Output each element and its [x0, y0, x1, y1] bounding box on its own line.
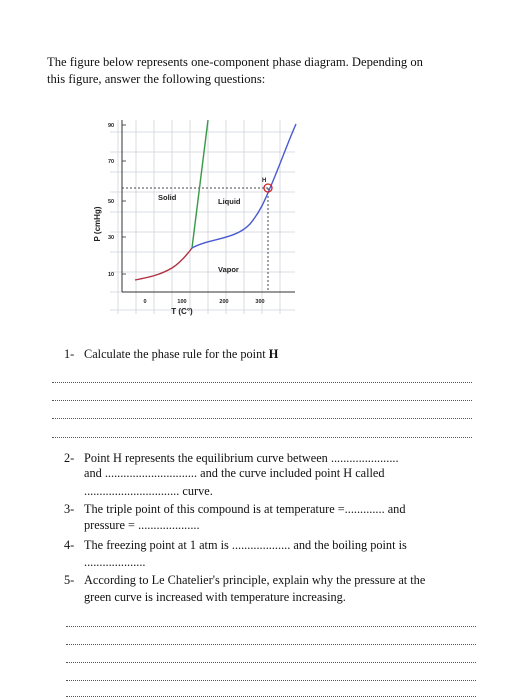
answer-line-5d[interactable] — [66, 680, 476, 681]
question-4-number: 4- — [64, 538, 75, 552]
question-1-bold: H — [268, 347, 279, 361]
question-2-line-1 — [64, 451, 399, 466]
intro-line-1: The figure below represents one-component phase diagram. Depending on — [47, 55, 423, 69]
answer-line-1a[interactable] — [52, 382, 472, 383]
question-4-text-1: The freezing point at 1 atm is — [84, 538, 229, 552]
question-2-text-2b: and the curve included point H called — [200, 466, 385, 480]
question-2-dots-1[interactable]: ...................... — [330, 451, 399, 465]
y-axis-label: P (cmHg) — [93, 206, 102, 242]
x-tick-0: 0 — [143, 299, 147, 305]
answer-line-1c[interactable] — [52, 418, 472, 419]
y-tick-90: 90 — [108, 123, 115, 129]
x-tick-200: 200 — [219, 299, 229, 305]
question-1-number: 1- — [64, 347, 75, 361]
solid-liquid-curve — [192, 120, 208, 248]
answer-line-1d[interactable] — [52, 437, 472, 438]
question-2-line-2 — [64, 466, 385, 481]
solid-vapor-curve — [135, 248, 192, 280]
question-3-line-2 — [64, 518, 200, 533]
phase-diagram-svg — [90, 112, 300, 332]
question-3-dots-2[interactable]: .................... — [138, 518, 200, 532]
question-3-line-1 — [64, 502, 405, 517]
point-h-label: H — [262, 178, 267, 184]
answer-line-5c[interactable] — [66, 662, 476, 663]
question-3-dots-1[interactable]: ............. — [344, 502, 385, 516]
answer-line-5a[interactable] — [66, 626, 476, 627]
question-3-number: 3- — [64, 502, 75, 516]
x-axis-label: T (C°) — [171, 307, 193, 316]
question-4-dots-1[interactable]: ................... — [231, 538, 291, 552]
question-3-text-1b: and — [387, 502, 406, 516]
y-tick-70: 70 — [108, 159, 115, 165]
region-liquid-label: Liquid — [218, 197, 241, 206]
answer-line-1b[interactable] — [52, 400, 472, 401]
question-2-line-3 — [64, 484, 213, 499]
y-tick-30: 30 — [108, 235, 115, 241]
question-1 — [64, 347, 278, 362]
answer-line-5e[interactable] — [66, 696, 476, 697]
question-3-text-2: pressure = — [84, 518, 135, 532]
answer-line-5b[interactable] — [66, 644, 476, 645]
x-tick-300: 300 — [255, 299, 265, 305]
question-1-text: Calculate the phase rule for the point — [84, 347, 266, 361]
y-tick-50: 50 — [108, 199, 115, 205]
intro-text — [47, 54, 487, 88]
question-4-dots-2[interactable]: .................... — [84, 555, 146, 569]
grid — [110, 120, 295, 314]
question-2-text-3: curve. — [182, 484, 213, 498]
question-4-line-1 — [64, 538, 407, 553]
question-5-text-2: green curve is increased with temperature increasing. — [84, 590, 346, 604]
phase-diagram — [90, 112, 300, 332]
question-2-dots-3[interactable]: ............................... — [84, 484, 180, 498]
y-tick-10: 10 — [108, 272, 115, 278]
region-vapor-label: Vapor — [218, 265, 239, 274]
question-2-text-1: Point H represents the equilibrium curve between — [84, 451, 328, 465]
question-2-text-2a: and — [84, 466, 102, 480]
question-5-line-2 — [64, 590, 346, 605]
question-2-number: 2- — [64, 451, 75, 465]
question-2-dots-2[interactable]: .............................. — [104, 466, 198, 480]
region-solid-label: Solid — [158, 193, 177, 202]
question-5-number: 5- — [64, 573, 75, 587]
question-3-text-1: The triple point of this compound is at temperature = — [84, 502, 345, 516]
intro-line-2: this figure, answer the following questions: — [47, 72, 266, 86]
x-tick-100: 100 — [177, 299, 187, 305]
question-4-text-1b: and the boiling point is — [293, 538, 407, 552]
question-5-text-1: According to Le Chatelier's principle, explain why the pressure at the — [84, 573, 426, 587]
question-5-line-1 — [64, 573, 425, 588]
question-4-line-2 — [64, 555, 145, 570]
